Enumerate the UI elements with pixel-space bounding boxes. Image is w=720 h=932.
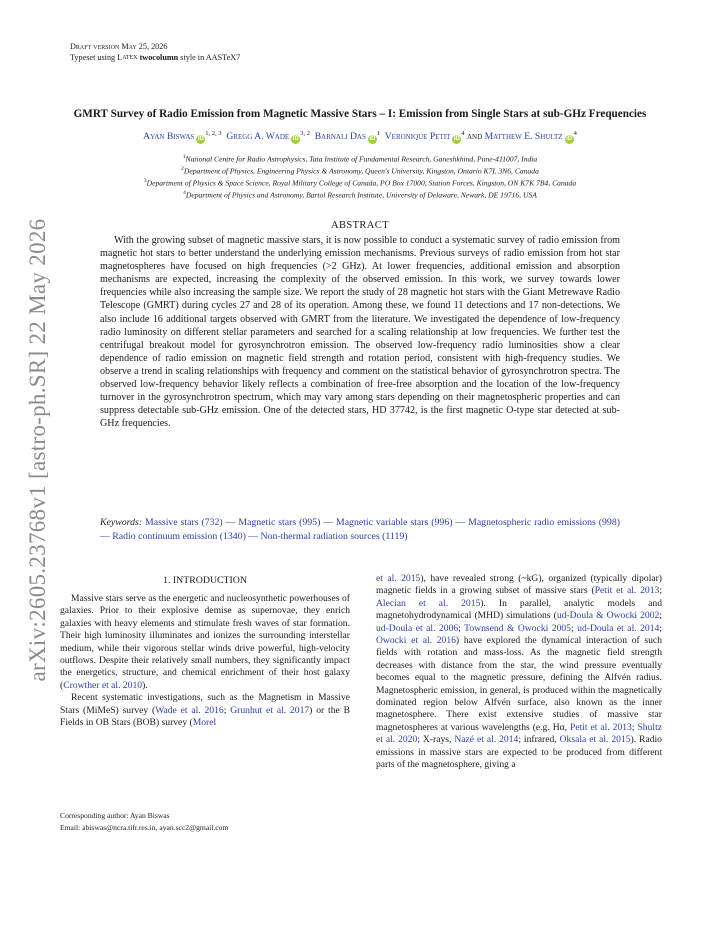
paragraph-text: ; (458, 622, 465, 634)
affiliation-text: Department of Physics & Space Science, Royal Military College of Canada, PO Box 17000, Station Forces, Kingston, ON K7K 7B4, Canada (146, 178, 577, 188)
orcid-icon[interactable]: iD (453, 136, 460, 143)
citation-link[interactable]: ud-Doula & Owocki 2002 (556, 610, 660, 622)
orcid-icon[interactable]: iD (197, 136, 204, 143)
paragraph-text: ; (659, 585, 662, 597)
affiliation-number: 2 (181, 166, 184, 172)
author-name[interactable]: Barnali Das (314, 131, 366, 143)
right-column (376, 573, 662, 772)
citation-link[interactable]: et al. 2015 (376, 573, 421, 584)
citation-link[interactable]: Owocki et al. 2016 (376, 635, 456, 647)
paragraph (376, 573, 662, 772)
paper-title: GMRT Survey of Radio Emission from Magnetic Massive Stars – I: Emission from Single Stars at sub-GHz Frequencies (73, 108, 647, 120)
paragraph-text: ; (631, 721, 638, 733)
paragraph-text: ). (142, 679, 148, 691)
author-affil: 1 (376, 130, 381, 137)
paragraph-text: ; (223, 704, 231, 716)
citation-link[interactable]: Alecian et al. 2015 (376, 597, 481, 609)
author-name[interactable]: Ayan Biswas (143, 131, 195, 143)
paragraph-text: Massive stars serve as the energetic and nucleosynthetic powerhouses of galaxies. Prior to their explosive demise as supernovae, they enrich galaxies with heavy elements and stimulate fresh waves of star formation. Their high luminosity illuminates and ionizes the surrounding interstellar medium, while their vigorous stellar winds drive powerful, high-velocity outflows. Despite their relatively small numbers, they significantly impact the energetics, structure, and chemical enrichment of their host galaxy ( (60, 593, 350, 691)
arxiv-sidebar-stamp (18, 218, 58, 682)
citation-link[interactable]: Morel (192, 717, 217, 729)
header-note (70, 41, 240, 64)
author-affil: 3, 2 (300, 130, 310, 137)
typeset-bold: twocolumn (139, 53, 179, 62)
paragraph (60, 593, 350, 692)
abstract-body: With the growing subset of magnetic massive stars, it is now possible to conduct a systematic survey of radio emission from magnetic hot stars to better understand the underlying emission mechanisms. Previous surveys of radio emission from hot star magnetospheres have focused on high frequencies (>2 GHz). At lower frequencies, additional emission and absorption mechanisms are expected, increasing the complexity of the observed emission. In this work, we survey towards lower frequencies while also increasing the sample size. We report the study of 28 magnetic hot stars with the Giant Metrewave Radio Telescope (GMRT) during cycles 27 and 28 of its operation. Among these, we found 11 detections and 17 non-detections. We also include 16 additional targets observed with GMRT from the literature. We investigated the dependence of low-frequency radio luminosity on different stellar parameters and searched for a scaling relationship at low frequencies. We further test the centrifugal breakout model for gyrosynchrotron emission. The observed low-frequency radio luminosities show a clear dependence of radio emission on magnetic field strength and rotation period, consistent with high-frequency studies. We observe a trend in scaling relationships with frequency and comment on the statistical behavior of gyrosynchrotron spectra. The observed low-frequency behavior likely reflects a combination of free-free absorption and the location of the low-frequency turnover in the gyrosynchrotron spectrum, which may vary among stars depending on their magnetospheric properties and can suppress detectable sub-GHz emission. One of the detected stars, HD 37742, is the first magnetic O-type star detected at sub-GHz frequencies. (100, 235, 620, 430)
keywords-list[interactable]: Massive stars (732) — Magnetic stars (995) — Magnetic variable stars (996) — Magnetospheric radio emissions (998) — Radio continuum emission (1340) — Non-thermal radiation sources (1119) (100, 517, 620, 542)
citation-link[interactable]: Shultz et al. 2020 (376, 721, 662, 746)
author-affil: 4 (573, 130, 577, 137)
citation-link[interactable]: Nazé et al. 2014 (454, 734, 519, 746)
paragraph-text: ; infrared, (518, 734, 560, 746)
section-heading: 1. INTRODUCTION (163, 575, 247, 586)
paragraph-text: ; (659, 622, 662, 634)
citation-link[interactable]: ud-Doula et al. 2006 (376, 622, 459, 634)
citation-link[interactable]: Wade et al. 2016 (155, 704, 224, 716)
author-name[interactable]: Matthew E. Shultz (484, 131, 563, 143)
arxiv-identifier: arXiv:2605.23768v1 [astro-ph.SR] 22 May 2026 (25, 218, 50, 682)
keywords (100, 516, 620, 543)
citation-link[interactable]: Grunhut et al. 2017 (230, 704, 310, 716)
citation-link[interactable]: Crowther et al. 2010 (63, 679, 143, 691)
affiliation-text: Department of Physics and Astronomy, Bartol Research Institute, University of Delaware, Newark, DE 19716, USA (185, 190, 537, 200)
paragraph-text: ; X-rays, (417, 734, 455, 746)
typeset-prefix: Typeset using L (70, 53, 123, 62)
citation-link[interactable]: Petit et al. 2013 (594, 585, 660, 597)
orcid-icon[interactable]: iD (566, 136, 573, 143)
paragraph-text: ). Radio emissions in massive stars are expected to be produced from different parts of the magnetosphere, giving a (376, 734, 662, 771)
author-name[interactable]: Gregg A. Wade (226, 131, 290, 143)
orcid-icon[interactable]: iD (292, 136, 299, 143)
left-column (60, 593, 350, 729)
abstract-heading: ABSTRACT (330, 220, 390, 231)
affiliation-number: 3 (143, 178, 147, 184)
citation-link[interactable]: Oksala et al. 2015 (559, 734, 631, 746)
citation-link[interactable]: ud-Doula et al. 2014 (577, 622, 660, 634)
affiliation (50, 188, 670, 201)
author-name[interactable]: Veronique Petit (384, 131, 451, 143)
paragraph-text: ) or the B Fields in OB Stars (BOB) survey ( (60, 704, 350, 729)
citation-link[interactable]: Townsend & Owocki 2005 (464, 622, 571, 634)
typeset-note (70, 52, 240, 64)
paragraph-text: ; (659, 610, 662, 622)
authors-and: and (467, 131, 483, 143)
paragraph-text: Recent systematic investigations, such as the Magnetism in Massive Stars (MiMeS) survey ( (60, 692, 350, 716)
author-affil: 4 (461, 130, 465, 137)
footnote (60, 810, 228, 834)
affiliation-number: 1 (182, 154, 186, 160)
paragraph-text: ), have revealed strong (~kG), organized (typically dipolar) magnetic fields in a growing subset of massive stars ( (376, 573, 663, 597)
latex-logo: ATEX (122, 55, 138, 61)
author-affil: 1, 2, 3 (205, 130, 222, 137)
paragraph-text: ) have explored the dynamical interaction of such fields with rotation and mass-loss. As the magnetic field strength decreases with distance from the star, the wind pressure eventually becomes equal to the magnetic pressure, defining the Alfvén radius. Magnetospheric emission, in general, is produced within the magnetically dominated region below Alfvén surface, also known as the inner magnetosphere. There exist extensive studies of massive star magnetospheres at various wavelengths (e.g. Hα, (376, 635, 662, 733)
keywords-label: Keywords: (100, 517, 143, 528)
author-email[interactable]: Email: abiswas@ncra.tifr.res.in, ayan.scc2@gmail.com (60, 823, 229, 832)
author-list (50, 130, 670, 144)
affiliation-text: National Centre for Radio Astrophysics, Tata Institute of Fundamental Research, Ganeshkhind, Pune-411007, India (185, 154, 538, 164)
orcid-icon[interactable]: iD (369, 136, 376, 143)
paragraph (60, 692, 350, 729)
paragraph-text: ). In parallel, analytic models and magnetohydrodynamical (MHD) simulations ( (376, 597, 663, 622)
affiliation-number: 4 (183, 190, 186, 196)
typeset-suffix: style in AASTeX7 (180, 53, 241, 62)
paragraph-text: ; (570, 622, 578, 634)
draft-version: Draft version May 25, 2026 (70, 42, 168, 51)
citation-link[interactable]: Petit et al. 2013 (570, 721, 632, 733)
affiliation-text: Department of Physics, Engineering Physics & Astronomy, Queen's University, Kingston, Ontario K7L 3N6, Canada (183, 166, 539, 176)
corresponding-author: Corresponding author: Ayan Biswas (60, 811, 170, 820)
